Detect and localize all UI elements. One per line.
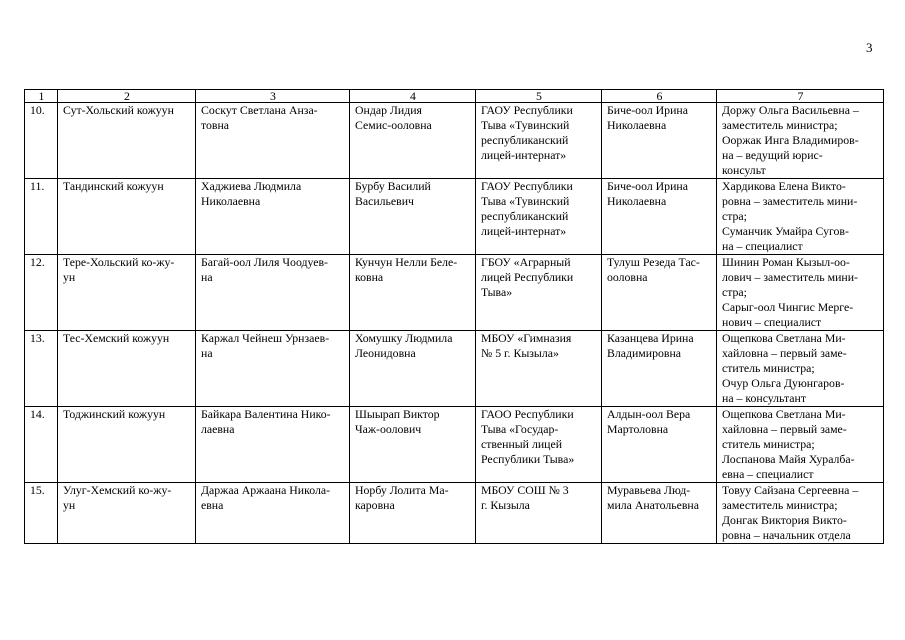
officials-cell-line: ровна – начальник отдела [722, 528, 851, 542]
school-cell-line: Тыва «Тувинский [481, 194, 570, 208]
table-row [25, 103, 884, 179]
officials-cell-line: Суманчик Умайра Сугов- [722, 224, 849, 238]
school-cell-line: МБОУ СОШ № 3 [481, 483, 569, 497]
school-cell-line: республиканский [481, 209, 569, 223]
deputy-cell [350, 179, 476, 255]
school-cell [476, 483, 602, 544]
officials-cell-line: стра; [722, 209, 747, 223]
deputy-cell-line: Семис-ооловна [355, 118, 432, 132]
officials-cell-line: на – консультант [722, 391, 806, 405]
assignment-table [24, 89, 884, 544]
chair-cell-line: Багай-оол Лиля Чоодуев- [201, 255, 328, 269]
table-row [25, 179, 884, 255]
chair-cell [196, 255, 350, 331]
deputy-cell-line: Ондар Лидия [355, 103, 422, 117]
head-cell-line: мила Анатольевна [607, 498, 699, 512]
head-cell [602, 483, 717, 544]
head-cell-line: Биче-оол Ирина [607, 103, 688, 117]
column-number: 4 [350, 90, 476, 103]
school-cell [476, 103, 602, 179]
deputy-cell-line: каровна [355, 498, 395, 512]
chair-cell-line: Хаджиева Людмила [201, 179, 302, 193]
school-cell-line: ГАОУ Республики [481, 179, 573, 193]
district-cell [58, 331, 196, 407]
column-number: 1 [25, 90, 58, 103]
deputy-cell [350, 255, 476, 331]
column-number: 5 [476, 90, 602, 103]
district-cell-line: Тоджинский кожуун [63, 407, 166, 421]
district-cell [58, 483, 196, 544]
deputy-cell-line: ковна [355, 270, 384, 284]
deputy-cell-line: Шыырап Виктор [355, 407, 440, 421]
officials-cell-line: Лоспанова Майя Хуралба- [722, 452, 855, 466]
chair-cell [196, 179, 350, 255]
officials-cell-line: стра; [722, 285, 747, 299]
district-cell-line: ун [63, 270, 76, 284]
officials-cell-line: Сарыг-оол Чингис Мерге- [722, 300, 854, 314]
deputy-cell [350, 103, 476, 179]
officials-cell-line: нович – специалист [722, 315, 822, 329]
chair-cell-line: евна [201, 498, 224, 512]
officials-cell-line: ститель министра; [722, 437, 815, 451]
row-number: 15. [25, 483, 58, 544]
chair-cell-line: товна [201, 118, 230, 132]
deputy-cell-line: Леонидовна [355, 346, 416, 360]
district-cell-line: Тере-Хольский ко-жу- [63, 255, 175, 269]
chair-cell [196, 483, 350, 544]
column-number-row [25, 90, 884, 103]
school-cell [476, 331, 602, 407]
head-cell-line: ооловна [607, 270, 648, 284]
column-number: 3 [196, 90, 350, 103]
district-cell [58, 407, 196, 483]
head-cell-line: Муравьева Люд- [607, 483, 691, 497]
school-cell-line: ГАОУ Республики [481, 103, 573, 117]
district-cell [58, 103, 196, 179]
officials-cell-line: Доржу Ольга Васильевна – [722, 103, 859, 117]
school-cell-line: МБОУ «Гимназия [481, 331, 572, 345]
school-cell-line: Республики Тыва» [481, 452, 575, 466]
head-cell-line: Владимировна [607, 346, 682, 360]
officials-cell-line: Очур Ольга Дуюнгаров- [722, 376, 845, 390]
officials-cell-line: заместитель министра; [722, 498, 838, 512]
chair-cell-line: Даржаа Аржаана Никола- [201, 483, 331, 497]
table-row [25, 331, 884, 407]
school-cell-line: лицей-интернат» [481, 148, 567, 162]
officials-cell [717, 483, 884, 544]
school-cell [476, 179, 602, 255]
officials-cell-line: на – ведущий юрис- [722, 148, 823, 162]
officials-cell-line: Ооржак Инга Владимиров- [722, 133, 859, 147]
officials-cell-line: Ощепкова Светлана Ми- [722, 331, 846, 345]
officials-cell-line: консульт [722, 163, 766, 177]
officials-cell [717, 407, 884, 483]
school-cell-line: лицей-интернат» [481, 224, 567, 238]
district-cell-line: Тес-Хемский кожуун [63, 331, 170, 345]
school-cell-line: г. Кызыла [481, 498, 530, 512]
column-number: 2 [58, 90, 196, 103]
officials-cell [717, 179, 884, 255]
chair-cell [196, 103, 350, 179]
chair-cell-line: на [201, 346, 213, 360]
head-cell-line: Николаевна [607, 194, 667, 208]
row-number: 10. [25, 103, 58, 179]
district-cell [58, 179, 196, 255]
school-cell-line: лицей Республики [481, 270, 574, 284]
head-cell-line: Казанцева Ирина [607, 331, 694, 345]
officials-cell-line: лович – заместитель мини- [722, 270, 858, 284]
page-number: 3 [866, 40, 873, 55]
table-row [25, 483, 884, 544]
officials-cell [717, 331, 884, 407]
officials-cell-line: Хардикова Елена Викто- [722, 179, 846, 193]
deputy-cell-line: Норбу Лолита Ма- [355, 483, 449, 497]
head-cell [602, 407, 717, 483]
deputy-cell-line: Хомушку Людмила [355, 331, 453, 345]
head-cell [602, 255, 717, 331]
row-number: 14. [25, 407, 58, 483]
row-number: 12. [25, 255, 58, 331]
officials-cell-line: заместитель министра; [722, 118, 838, 132]
officials-cell-line: хайловна – первый заме- [722, 422, 847, 436]
officials-cell-line: Донгак Виктория Викто- [722, 513, 847, 527]
officials-cell-line: ровна – заместитель мини- [722, 194, 858, 208]
school-cell-line: ГАОО Республики [481, 407, 574, 421]
head-cell [602, 103, 717, 179]
head-cell-line: Николаевна [607, 118, 667, 132]
officials-cell-line: евна – специалист [722, 467, 814, 481]
school-cell-line: ГБОУ «Аграрный [481, 255, 571, 269]
deputy-cell-line: Бурбу Василий [355, 179, 431, 193]
school-cell-line: Тыва «Тувинский [481, 118, 570, 132]
school-cell-line: республиканский [481, 133, 569, 147]
officials-cell-line: Шинин Роман Кызыл-оо- [722, 255, 850, 269]
chair-cell-line: Николаевна [201, 194, 261, 208]
chair-cell-line: лаевна [201, 422, 235, 436]
school-cell-line: Тыва «Государ- [481, 422, 559, 436]
officials-cell-line: на – специалист [722, 239, 803, 253]
table-row [25, 255, 884, 331]
school-cell-line: ственный лицей [481, 437, 563, 451]
district-cell [58, 255, 196, 331]
head-cell [602, 331, 717, 407]
district-cell-line: ун [63, 498, 76, 512]
deputy-cell-line: Кунчун Нелли Беле- [355, 255, 458, 269]
officials-cell-line: хайловна – первый заме- [722, 346, 847, 360]
officials-cell [717, 255, 884, 331]
row-number: 13. [25, 331, 58, 407]
head-cell-line: Биче-оол Ирина [607, 179, 688, 193]
officials-cell-line: Ощепкова Светлана Ми- [722, 407, 846, 421]
chair-cell [196, 331, 350, 407]
district-cell-line: Улуг-Хемский ко-жу- [63, 483, 172, 497]
chair-cell-line: на [201, 270, 213, 284]
head-cell-line: Алдын-оол Вера [607, 407, 691, 421]
row-number: 11. [25, 179, 58, 255]
column-number: 7 [717, 90, 884, 103]
deputy-cell-line: Васильевич [355, 194, 414, 208]
chair-cell-line: Каржал Чейнеш Урнзаев- [201, 331, 330, 345]
district-cell-line: Тандинский кожуун [63, 179, 164, 193]
deputy-cell [350, 483, 476, 544]
deputy-cell-line: Чаж-оолович [355, 422, 422, 436]
table-row [25, 407, 884, 483]
school-cell-line: Тыва» [481, 285, 513, 299]
deputy-cell [350, 331, 476, 407]
deputy-cell [350, 407, 476, 483]
head-cell [602, 179, 717, 255]
school-cell [476, 255, 602, 331]
chair-cell [196, 407, 350, 483]
chair-cell-line: Байкара Валентина Нико- [201, 407, 331, 421]
officials-cell [717, 103, 884, 179]
school-cell [476, 407, 602, 483]
officials-cell-line: Товуу Сайзана Сергеевна – [722, 483, 859, 497]
school-cell-line: № 5 г. Кызыла» [481, 346, 559, 360]
district-cell-line: Сут-Хольский кожуун [63, 103, 174, 117]
officials-cell-line: ститель министра; [722, 361, 815, 375]
head-cell-line: Тулуш Резеда Тас- [607, 255, 700, 269]
column-number: 6 [602, 90, 717, 103]
chair-cell-line: Соскут Светлана Анза- [201, 103, 318, 117]
head-cell-line: Мартоловна [607, 422, 669, 436]
